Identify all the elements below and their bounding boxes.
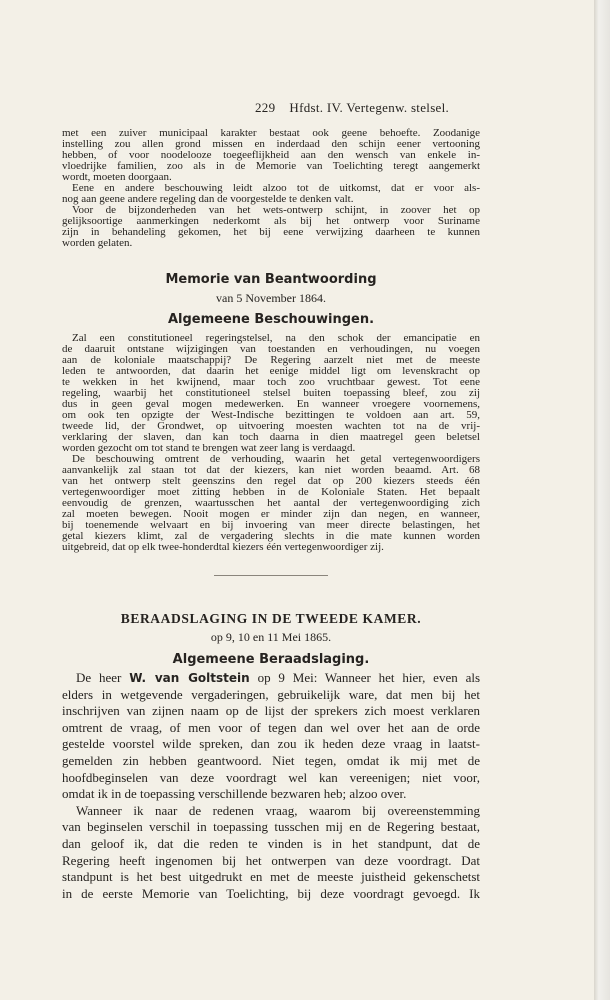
text-line: de daaruit ontstane wijzigingen van toestanden en verhoudingen, nu voegen — [62, 344, 480, 355]
text-line: verklaring der slaven, dan kan toch daarna in dien maatregel geen beletsel — [62, 432, 480, 443]
text-line: aanvankelijk zal staan tot dat der kiezers, kan niet worden beaamd. Art. 68 — [62, 465, 480, 476]
text-line: omtrent de vraag, of men voor of tegen dan wel over het aan de orde — [62, 719, 480, 735]
section-date-memorie: van 5 November 1864. — [216, 291, 326, 305]
text-line: aan de koloniale maatschappij? De Regering aarzelt niet met de meeste — [62, 355, 480, 366]
text-line: zal moeten bewegen. Nooit mogen er minder zijn dan negen, en wanneer, — [62, 509, 480, 520]
text-line: wordt, moeten doorgaan. — [62, 172, 172, 183]
section-divider — [214, 575, 328, 576]
text-line: Wanneer ik naar de redenen vraag, waarom bij overeenstemming — [76, 802, 480, 818]
text-line: instelling zou allen grond missen en inderdaad den schijn eener vertooning — [62, 139, 480, 150]
section-date-beraadslaging: op 9, 10 en 11 Mei 1865. — [210, 630, 332, 644]
text-line: van het ontwerp stelt geenszins den regel dat op 200 kiezers steeds één — [62, 476, 480, 487]
speaker-name: W. van Goltstein — [129, 671, 250, 685]
text-line: nog aan geene andere regeling dan de voorgestelde te denken valt. — [62, 194, 354, 205]
text-line: Zal een constitutioneel regeringstelsel, na den schok der emancipatie en — [72, 333, 480, 344]
text-line: zijn in behandeling gekomen, het bij eene verwijzing daarheen te kunnen — [62, 227, 480, 238]
text-line: eenvoudig de grenzen, waartusschen het aantal der vertegenwoordiging zich — [62, 498, 480, 509]
text-line: tweede lid, der Grondwet, op uitvoering moesten wachten tot na de vrij- — [62, 421, 480, 432]
text-line: Regering heeft ingenomen bij het ontwerpen van deze voordragt. Dat — [62, 852, 480, 868]
text-line-speaker — [62, 670, 480, 687]
text-line: van beginselen verschil in toepassing tusschen mij en de Regering bestaat, — [62, 819, 480, 835]
text-line: met een zuiver municipaal karakter bestaat ook geene behoefte. Zoodanige — [62, 128, 480, 139]
intro-paragraph — [62, 128, 480, 249]
speaker-prefix: De heer — [76, 670, 122, 685]
text-line: uitgebreid, dat op elk twee-honderdtal kiezers één vertegenwoordiger zij. — [62, 542, 384, 553]
section-title-memorie: Memorie van Beantwoording — [165, 272, 377, 287]
beraadslaging-paragraph — [62, 670, 480, 902]
section-subtitle-memorie: Algemeene Beschouwingen. — [167, 312, 375, 327]
text-line: gestelde voorstel wilde spreken, dan zou ik heden deze vraag in laatst- — [62, 736, 480, 752]
text-line: hebben, of voor noodelooze toegeeflijkheid aan den wensch van enkele in- — [62, 150, 480, 161]
page-edge — [594, 0, 610, 1000]
section-title-beraadslaging: BERAADSLAGING IN DE TWEEDE KAMER. — [120, 611, 422, 626]
text-line: standpunt is het best uitgedrukt en met de meeste juistheid gekenschetst — [62, 869, 480, 885]
text-line: dan geloof ik, dat die reden te vinden is in het standpunt, dat de — [62, 835, 480, 851]
text-line: getal kiezers klimt, zal de vergadering slechts in die mate kunnen worden — [62, 531, 480, 542]
text-line: De beschouwing omtrent de verhouding, waarin het getal vertegenwoordigers — [72, 454, 480, 465]
text-line: Voor de bijzonderheden van het wets-ontwerp schijnt, in zoover het op — [72, 205, 480, 216]
text-line: leden te antwoorden, dat daarin het eenige middel ligt om levenskracht op — [62, 366, 480, 377]
text-line: dus in geen geval mogen medewerken. En wanneer vroegere voornemens, — [62, 399, 480, 410]
text-line: Eene en andere beschouwing leidt alzoo tot de uitkomst, dat er voor als- — [72, 183, 480, 194]
text-line: bij toenemende welvaart en bij invoering van meer directe belastingen, het — [62, 520, 480, 531]
running-header — [255, 100, 495, 116]
first-line-rest: op 9 Mei: Wanneer het hier, even als — [257, 670, 480, 685]
section-subtitle-beraadslaging: Algemeene Beraadslaging. — [172, 652, 370, 667]
text-line: om ook ten opzigte der West-Indische bezittingen te voldoen aan art. 59, — [62, 410, 480, 421]
text-line: hoofdbeginselen van deze voordragt wel kan vereenigen; niet voor, — [62, 769, 480, 785]
text-line: gelijksoortige aanmerkingen nederkomt als bij het ontwerp voor Suriname — [62, 216, 480, 227]
text-line: inschrijven van zijnen naam op de lijst der sprekers zich moest verklaren — [62, 703, 480, 719]
running-title: Hfdst. IV. Vertegenw. stelsel. — [289, 100, 450, 115]
text-line: elders in wetgevende vergaderingen, gebruikelijk ware, dat men bij het — [62, 686, 480, 702]
text-line: worden gezocht om tot stand te brengen wat zeer lang is verdaagd. — [62, 443, 356, 454]
text-line: in de eerste Memorie van Toelichting, bij deze voordragt gevoegd. Ik — [62, 885, 480, 901]
page-number: 229 — [255, 100, 276, 115]
text-line: te wekken in het kwijnend, maar toch zoo vruchtbaar gewest. Tot eene — [62, 377, 480, 388]
text-line: worden gelaten. — [62, 238, 133, 249]
text-line: omdat ik in de toepassing verschillende bezwaren heb; alzoo over. — [62, 786, 407, 802]
memorie-paragraph — [62, 333, 480, 553]
text-line: vloedrijke familien, zoo als in de Memorie van Toelichting teregt aangemerkt — [62, 161, 480, 172]
text-line: gemelden zin hebben geantwoord. Niet tegen, omdat ik mij met de — [62, 752, 480, 768]
text-line: regeling, waarbij het constitutioneel stelsel buiten toepassing bleef, zou zij — [62, 388, 480, 399]
text-line: vertegenwoordiger moet zitting hebben in de Koloniale Staten. Het bepaalt — [62, 487, 480, 498]
